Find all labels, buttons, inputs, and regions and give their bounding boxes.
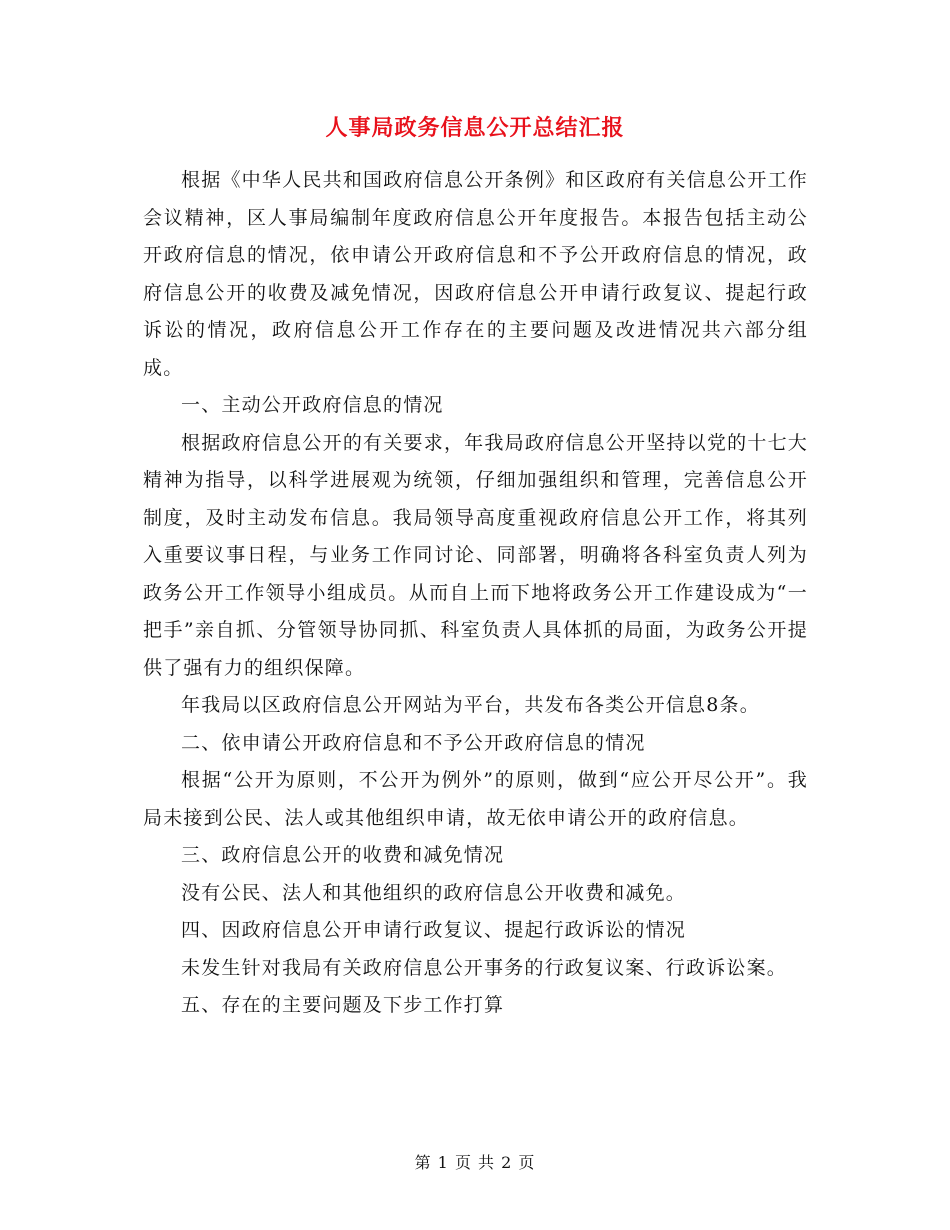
document-body xyxy=(143,162,808,1025)
section-heading-4: 四、因政府信息公开申请行政复议、提起行政诉讼的情况 xyxy=(181,919,687,941)
page-number-footer: 第 1 页 共 2 页 xyxy=(414,1153,536,1172)
paragraph-section-4: 未发生针对我局有关政府信息公开事务的行政复议案、行政诉讼案。 xyxy=(181,956,788,979)
section-heading-3: 三、政府信息公开的收费和减免情况 xyxy=(181,844,505,866)
paragraph-section-1: 根据政府信息公开的有关要求，年我局政府信息公开坚持以党的十七大精神为指导，以科学进展观为统领，仔细加强组织和管理，完善信息公开制度，及时主动发布信息。我局领导高度重视政府信息公开工作，将其列入重要议事日程，与业务工作同讨论、同部署，明确将各科室负责人列为政务公开工作领导小组成员。从而自上而下地将政务公开工作建设成为“一把手”亲自抓、分管领导协同抓、科室负责人具体抓的局面，为政务公开提供了强有力的组织保障。 xyxy=(143,431,808,679)
section-heading-2: 二、依申请公开政府信息和不予公开政府信息的情况 xyxy=(181,731,646,754)
section-heading-1: 一、主动公开政府信息的情况 xyxy=(181,394,444,416)
paragraph-section-1-stats: 年我局以区政府信息公开网站为平台，共发布各类公开信息8条。 xyxy=(181,694,760,716)
paragraph-section-3: 没有公民、法人和其他组织的政府信息公开收费和减免。 xyxy=(181,881,687,904)
section-heading-5: 五、存在的主要问题及下步工作打算 xyxy=(181,994,505,1016)
paragraph-section-2: 根据“公开为原则，不公开为例外”的原则，做到“应公开尽公开”。我局未接到公民、法人或其他组织申请，故无依申请公开的政府信息。 xyxy=(143,769,808,829)
paragraph-intro: 根据《中华人民共和国政府信息公开条例》和区政府有关信息公开工作会议精神，区人事局编制年度政府信息公开年度报告。本报告包括主动公开政府信息的情况，依申请公开政府信息和不予公开政府信息的情况，政府信息公开的收费及减免情况，因政府信息公开申请行政复议、提起行政诉讼的情况，政府信息公开工作存在的主要问题及改进情况共六部分组成。 xyxy=(143,169,808,379)
document-title: 人事局政务信息公开总结汇报 xyxy=(325,115,625,141)
